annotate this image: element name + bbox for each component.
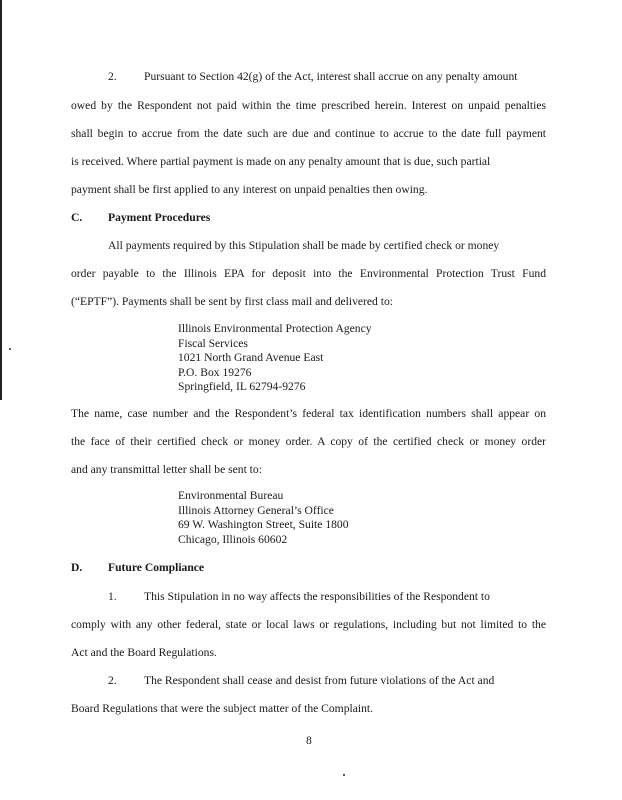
paragraph-number: 2. [108, 674, 117, 687]
section-heading: Payment Procedures [108, 211, 211, 224]
address-line: 1021 North Grand Avenue East [178, 351, 324, 364]
section-letter: C. [71, 211, 83, 224]
page-number: 8 [306, 734, 312, 747]
mailing-address-ag [178, 489, 349, 547]
section-letter: D. [71, 561, 83, 574]
mailing-address-epa [178, 322, 372, 395]
address-line: 69 W. Washington Street, Suite 1800 [178, 518, 349, 531]
paragraph-line: Pursuant to Section 42(g) of the Act, interest shall accrue on any penalty amount [144, 70, 518, 83]
scan-edge-line [0, 0, 2, 400]
scan-speck [9, 348, 11, 350]
paragraph-line: owed by the Respondent not paid within the time prescribed herein. Interest on unpaid penalties [71, 99, 546, 112]
paragraph-line: comply with any other federal, state or local laws or regulations, including but not limited to the [71, 618, 546, 631]
section-heading: Future Compliance [108, 561, 205, 574]
address-line: Fiscal Services [178, 336, 248, 350]
address-line: Environmental Bureau [178, 489, 284, 502]
paragraph-line: and any transmittal letter shall be sent to: [71, 463, 262, 476]
paragraph-line: is received. Where partial payment is made on any penalty amount that is due, such partial [71, 155, 491, 168]
paragraph-number: 1. [108, 590, 117, 603]
paragraph-number: 2. [108, 70, 117, 83]
paragraph-line: Board Regulations that were the subject matter of the Complaint. [71, 702, 374, 715]
paragraph-line: The Respondent shall cease and desist from future violations of the Act and [144, 674, 495, 687]
paragraph-line: This Stipulation in no way affects the responsibilities of the Respondent to [144, 590, 490, 603]
address-line: Illinois Environmental Protection Agency [178, 322, 372, 335]
paragraph-line: (“EPTF”). Payments shall be sent by first class mail and delivered to: [71, 295, 393, 308]
address-line: Chicago, Illinois 60602 [178, 532, 288, 546]
address-line: Illinois Attorney General’s Office [178, 503, 334, 517]
paragraph-line: shall begin to accrue from the date such are due and continue to accrue to the date full payment [71, 127, 546, 140]
address-line: Springfield, IL 62794-9276 [178, 380, 306, 393]
paragraph-line: All payments required by this Stipulation shall be made by certified check or money [108, 239, 500, 252]
paragraph-line: The name, case number and the Respondent’s federal tax identification numbers shall appear on [71, 407, 546, 420]
paragraph-line: Act and the Board Regulations. [71, 646, 217, 659]
address-line: P.O. Box 19276 [178, 365, 252, 379]
scan-speck [343, 774, 345, 776]
paragraph-line: the face of their certified check or money order. A copy of the certified check or money order [71, 435, 546, 448]
paragraph-line: payment shall be first applied to any interest on unpaid penalties then owing. [71, 183, 428, 196]
paragraph-line: order payable to the Illinois EPA for deposit into the Environmental Protection Trust Fund [71, 267, 546, 280]
